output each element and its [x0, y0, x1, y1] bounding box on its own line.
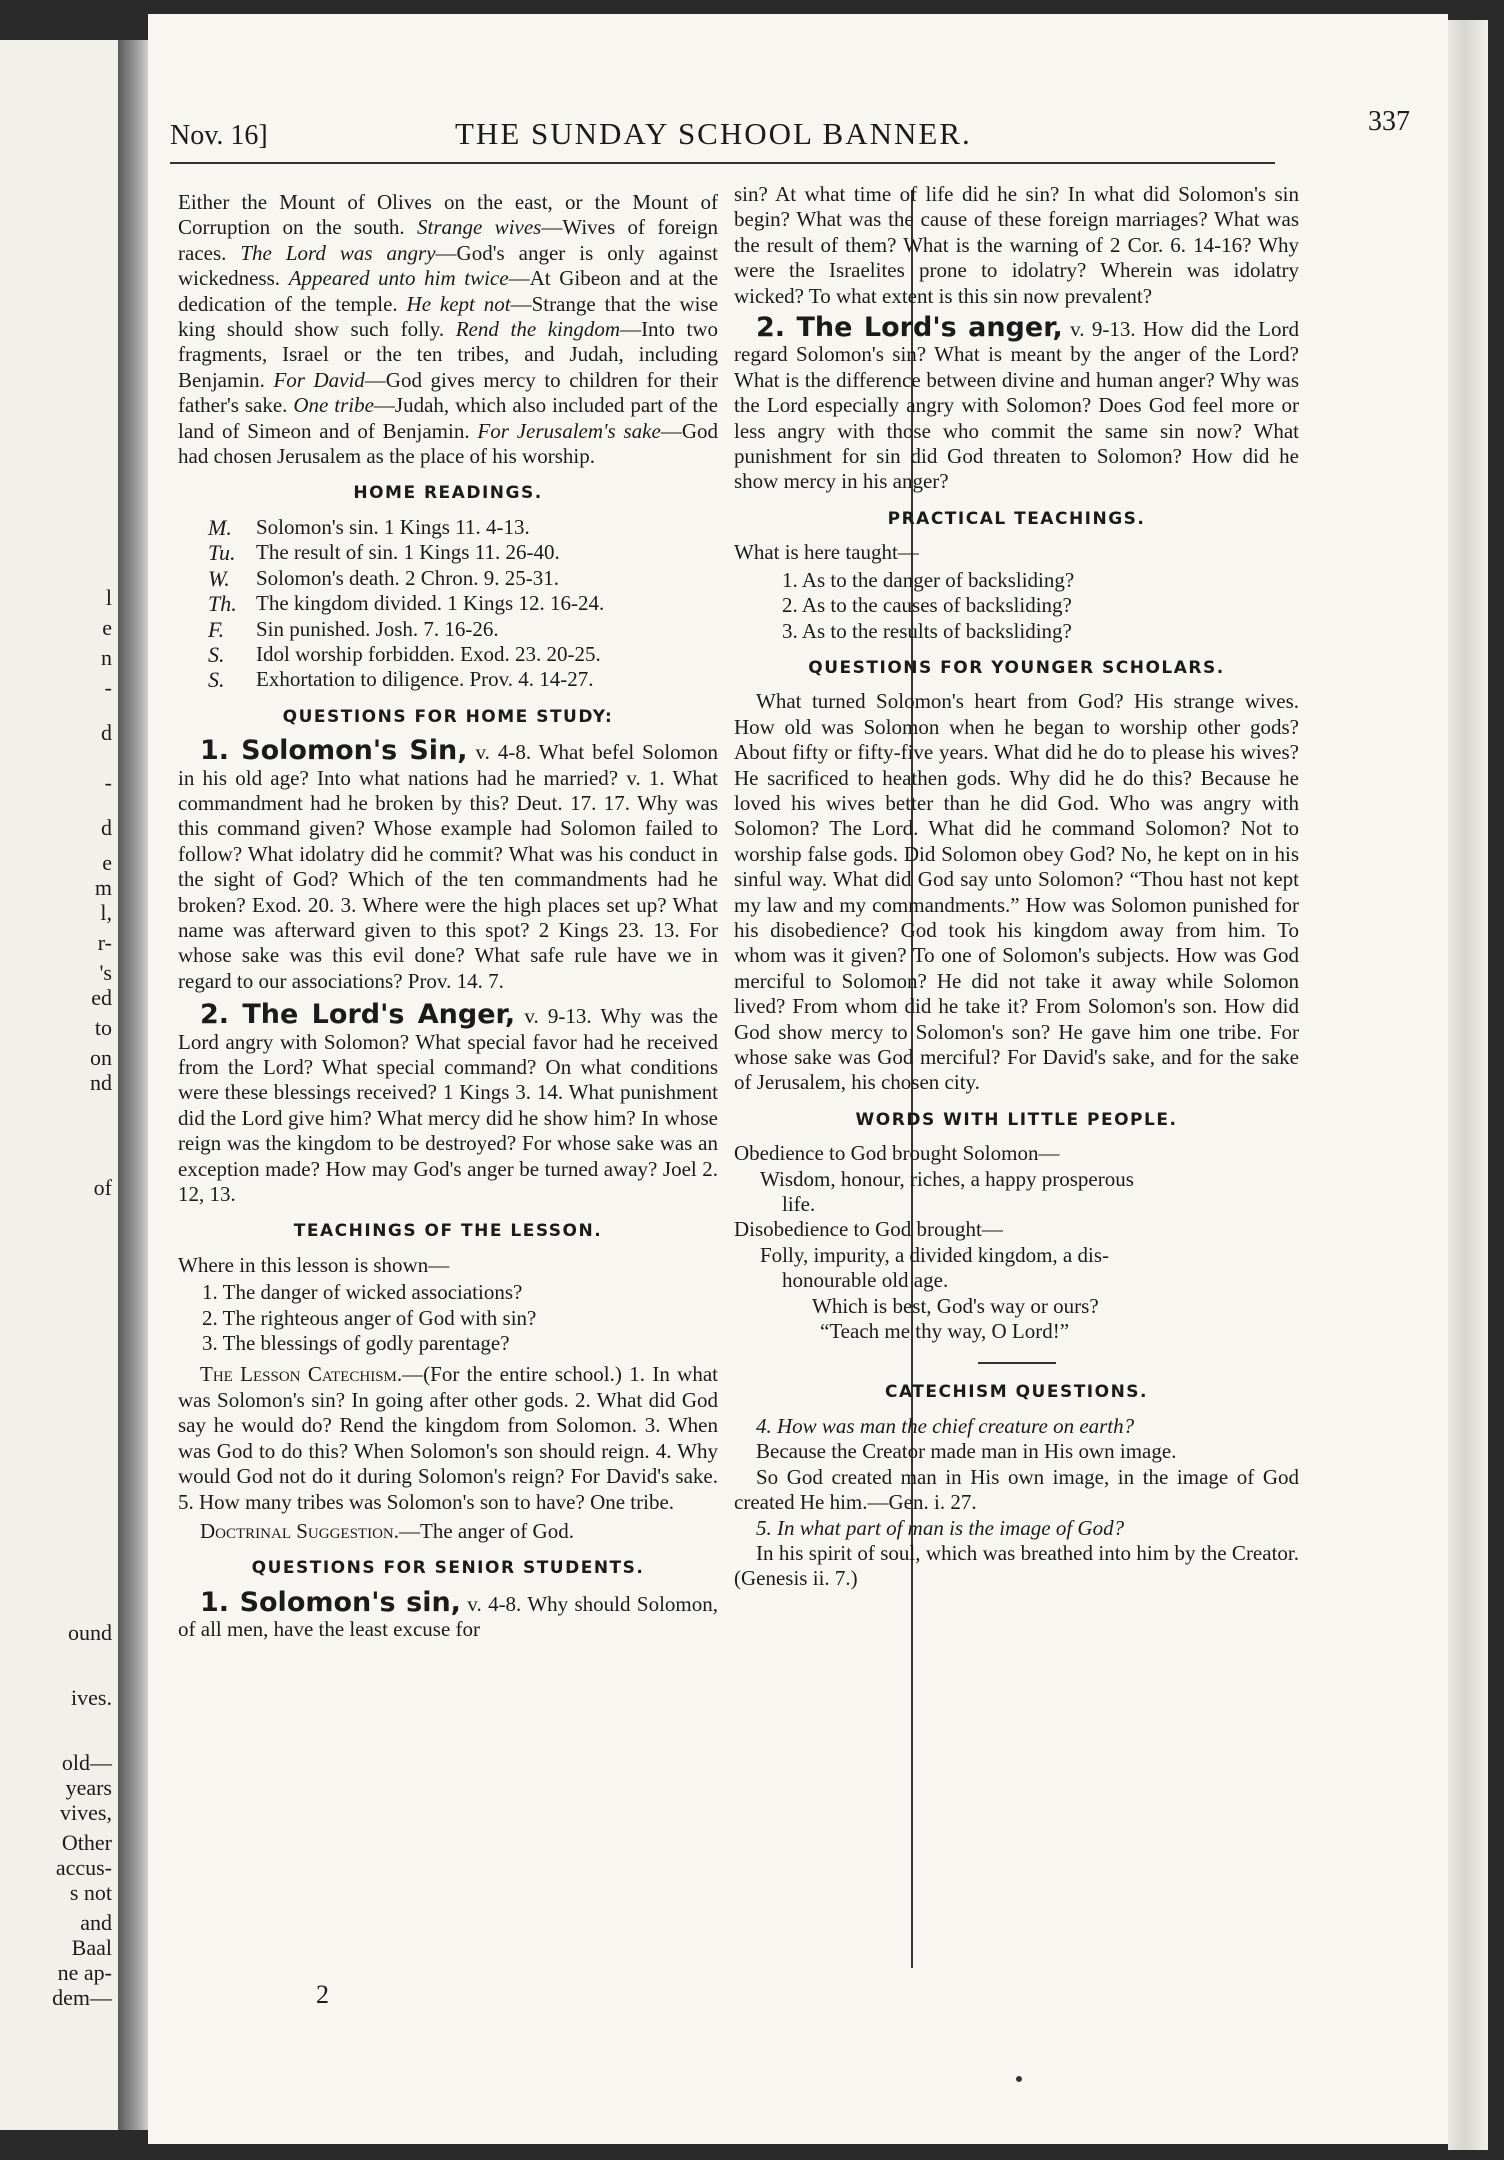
note-text: Either the Mount of Olives on the east, or the Mount of Corruption on the south. — [178, 190, 718, 240]
q2-text: Why was the Lord angry with Solomon? What special favor had he received from the Lord? What special command? On what conditions were these blessings received? 1 Kings 3. 14. What punishment did the Lord give him? What mercy did he show him? In whose reign was the kingdom to be destroyed? For whose sake was an exception made? How may God's anger be turned away? Joel 2. 12, 13. — [178, 1004, 718, 1207]
facing-page-edge — [0, 40, 121, 2130]
book-gutter — [118, 40, 148, 2130]
words-line: Wisdom, honour, riches, a happy prosperous — [760, 1166, 1134, 1191]
note-text: —God gives mercy to children for their father's sake. — [178, 367, 719, 418]
senior-q2 — [734, 312, 1299, 495]
reading-row — [208, 540, 718, 565]
facing-page-fragment: Baal — [71, 1935, 112, 1960]
teachings-intro: Where in this lesson is shown— — [178, 1252, 450, 1277]
facing-page-fragment: - — [104, 675, 112, 700]
doctrinal-label: Doctrinal Suggestion. — [200, 1518, 399, 1543]
reading-text: Sin punished. Josh. 7. 16-26. — [256, 616, 499, 641]
header-rule — [170, 162, 1275, 164]
reading-row — [208, 642, 718, 667]
right-column — [734, 182, 1299, 1592]
reading-text: The result of sin. 1 Kings 11. 26-40. — [256, 540, 560, 565]
reading-day: S. — [208, 667, 225, 693]
facing-page-fragment: on — [90, 1045, 112, 1070]
reading-row — [208, 591, 718, 616]
reading-text: Solomon's death. 2 Chron. 9. 25-31. — [256, 565, 560, 590]
catechism-a5: In his spirit of soul, which was breathed into him by the Creator. (Genesis ii. 7.) — [734, 1540, 1299, 1591]
practical-intro: What is here taught— — [734, 540, 919, 565]
note-term: Rend the kingdom — [455, 317, 621, 342]
ink-dot — [1016, 2076, 1022, 2082]
reading-day: M. — [208, 514, 232, 540]
facing-page-fragment: ound — [68, 1620, 112, 1645]
words-line: honourable old age. — [782, 1268, 949, 1293]
catechism-q4 — [734, 1414, 1299, 1439]
section-divider — [978, 1362, 1056, 1364]
left-column — [178, 190, 718, 1643]
facing-page-fragment: m — [94, 875, 112, 900]
facing-page-fragment: d — [101, 720, 112, 745]
facing-page-fragment: s not — [69, 1880, 112, 1905]
facing-page-fragment: r- — [97, 930, 112, 955]
facing-page-fragment: of — [93, 1175, 112, 1200]
notes-paragraph — [178, 190, 718, 469]
facing-page-fragment: accus- — [55, 1855, 112, 1880]
note-term: He kept not — [406, 291, 511, 316]
page-number: 337 — [1368, 106, 1410, 137]
catechism-label: The Lesson Catechism. — [200, 1362, 403, 1387]
words-line: Disobedience to God brought— — [734, 1217, 1003, 1242]
words-line: life. — [782, 1192, 816, 1217]
facing-page-fragment: and — [80, 1910, 112, 1935]
catechism-a4: Because the Creator made man in His own image. — [756, 1439, 1177, 1464]
ss1-title: 1. Solomon's sin, — [200, 1586, 461, 1618]
catechism-q5 — [734, 1516, 1299, 1541]
note-term: One tribe — [293, 393, 374, 418]
ss1-ref: v. 4-8. — [460, 1591, 528, 1616]
q1-title: 1. Solomon's Sin, — [200, 735, 468, 767]
note-text: —Strange that the wise king should show such folly. — [178, 291, 719, 342]
reading-row — [208, 566, 718, 591]
reading-day: Tu. — [208, 540, 236, 566]
note-text: —Wives of foreign races. — [178, 215, 718, 265]
reading-text: The kingdom divided. 1 Kings 12. 16-24. — [256, 591, 605, 616]
signature-mark: 2 — [316, 1980, 329, 2009]
facing-page-fragment: dem— — [52, 1985, 112, 2010]
facing-page-fragment: to — [94, 1015, 112, 1040]
facing-page-fragment: - — [104, 770, 112, 795]
facing-page-fragment: l, — [100, 900, 112, 925]
reading-text: Exhortation to diligence. Prov. 4. 14-27. — [256, 667, 594, 692]
facing-page-fragment: vives, — [60, 1800, 112, 1825]
list-item: 1. The danger of wicked associations? — [202, 1280, 523, 1305]
q1-ref: v. 4-8. — [467, 740, 539, 765]
cq4-text: 4. How was man the chief creature on earth? — [756, 1413, 1135, 1438]
list-item: 1. As to the danger of backsliding? — [782, 567, 1075, 592]
senior-heading: QUESTIONS FOR SENIOR STUDENTS. — [251, 1558, 645, 1579]
practical-heading: PRACTICAL TEACHINGS. — [887, 508, 1146, 529]
home-study-q2 — [178, 999, 718, 1207]
reading-row — [208, 667, 718, 692]
younger-heading: QUESTIONS FOR YOUNGER SCHOLARS. — [808, 657, 1225, 678]
practical-list — [782, 568, 1299, 644]
facing-page-fragment: l — [105, 585, 112, 610]
note-term: For David — [273, 367, 365, 392]
words-line: “Teach me thy way, O Lord!” — [820, 1319, 1070, 1344]
note-text: —Judah, which also included part of the land of Simeon and of Benjamin. — [178, 393, 718, 443]
home-study-q1 — [178, 735, 718, 994]
facing-page-fragment: ives. — [71, 1685, 112, 1710]
facing-page-fragment: ed — [91, 985, 112, 1010]
reading-day: F. — [208, 616, 225, 642]
facing-page-fragment: e — [102, 615, 112, 640]
home-study-heading: QUESTIONS FOR HOME STUDY: — [282, 706, 614, 727]
q1-text: What befel Solomon in his old age? Into what nations had he married? v. 1. What commandment had he broken by this? Deut. 17. 17. Why was this command given? Whose example had Solomon failed to follow? What idolatry did he commit? What was his conduct in the sight of God? Which of the ten commandments had he broken? Exod. 20. 3. Where were the high places set up? What name was afterward given to this spot? 2 Kings 23. 13. For whose sake was this evil done? What safe rule have we in regard to our associations? Prov. 14. 7. — [178, 740, 718, 993]
facing-page-fragment: Other — [61, 1830, 112, 1855]
ss2-ref: v. 9-13. — [1062, 317, 1143, 342]
facing-page-fragment: e — [102, 850, 112, 875]
senior-q1-continued: sin? At what time of life did he sin? In what did Solomon's sin begin? What was the cause of these foreign marriages? What was the result of them? What is the warning of 2 Cor. 6. 14-16? Why were the Israelites prone to idolatry? Wherein was idolatry wicked? To what extent is this sin now prevalent? — [734, 182, 1299, 308]
reading-row — [208, 617, 718, 642]
note-term: For Jerusalem's sake — [477, 418, 661, 443]
q2-title: 2. The Lord's Anger, — [200, 999, 516, 1031]
facing-page-fragment: old— — [61, 1750, 112, 1775]
words-line: Which is best, God's way or ours? — [812, 1293, 1099, 1318]
reading-day: S. — [208, 641, 225, 667]
header-title: THE SUNDAY SCHOOL BANNER. — [455, 116, 972, 151]
lesson-catechism — [178, 1362, 718, 1514]
list-item: 3. The blessings of godly parentage? — [202, 1331, 510, 1356]
facing-page-fragment: ne ap- — [57, 1960, 112, 1985]
list-item: 2. The righteous anger of God with sin? — [202, 1305, 537, 1330]
catechism-heading: CATECHISM QUESTIONS. — [884, 1382, 1149, 1403]
note-term: Strange wives — [417, 215, 542, 240]
reading-text: Solomon's sin. 1 Kings 11. 4-13. — [256, 514, 530, 539]
teachings-heading: TEACHINGS OF THE LESSON. — [293, 1221, 603, 1242]
running-header — [170, 106, 1410, 156]
note-text: —God's anger is only against wickedness. — [178, 240, 718, 291]
words-line: Obedience to God brought Solomon— — [734, 1141, 1060, 1166]
facing-page-fragment: d — [101, 815, 112, 840]
younger-text: What turned Solomon's heart from God? His strange wives. How old was Solomon when he began to worship other gods? About fifty or fifty-five years. What did he do to please his wives? He sacrificed to heathen gods. Why did he do this? Because he loved his wives better than he did God. Who was angry with Solomon? The Lord. What did he command Solomon? Not to worship false gods. Did Solomon obey God? No, he kept on in his sinful way. What did God say unto Solomon? “Thou hast not kept my law and my commandments.” How was Solomon punished for his disobedience? God took his kingdom away from him. To whom was it given? To one of Solomon's subjects. How was God merciful to Solomon? He did not take it away while Solomon lived? From whom did he take it? From Solomon's son. How did God show mercy to Solomon's son? He gave him one tribe. For whose sake was God merciful? For David's sake, and for the sake of Jerusalem, his chosen city. — [734, 689, 1299, 1095]
facing-page-fragment: nd — [90, 1070, 112, 1095]
home-readings-heading: HOME READINGS. — [353, 483, 543, 504]
list-item: 3. As to the results of backsliding? — [782, 618, 1072, 643]
reading-day: Th. — [208, 591, 237, 617]
home-readings-list — [208, 515, 718, 693]
list-item: 2. As to the causes of backsliding? — [782, 593, 1072, 618]
catechism-a4-verse: So God created man in His own image, in the image of God created He him.—Gen. i. 27. — [734, 1464, 1299, 1515]
header-date: Nov. 16] — [170, 120, 268, 151]
facing-page-fragment: 's — [99, 960, 112, 985]
note-term: The Lord was angry — [240, 240, 436, 265]
note-text: —Into two fragments, Israel or the ten tribes, and Judah, including Benjamin. — [178, 317, 718, 392]
page-edge — [1448, 20, 1488, 2150]
ss2-title: 2. The Lord's anger, — [756, 312, 1063, 344]
note-term: Appeared unto him twice — [288, 266, 509, 291]
facing-page-fragment: n — [101, 645, 112, 670]
words-block — [734, 1141, 1299, 1344]
reading-row — [208, 515, 718, 540]
note-text: —God had chosen Jerusalem as the place of his worship. — [178, 418, 718, 469]
ss2-text: How did the Lord regard Solomon's sin? What is meant by the anger of the Lord? What is the difference between divine and human anger? Why was the Lord especially angry with Solomon? Does God feel more or less angry with those who commit the same sin now? What punishment for sin did God threaten to Solomon? How did he show mercy in his anger? — [734, 317, 1299, 494]
reading-text: Idol worship forbidden. Exod. 23. 20-25. — [256, 641, 601, 666]
cq5-text: 5. In what part of man is the image of God? — [756, 1515, 1125, 1540]
ss1-text: Why should Solomon, of all men, have the least excuse for — [178, 1591, 718, 1642]
reading-day: W. — [208, 565, 230, 591]
senior-q1 — [178, 1586, 718, 1643]
catechism-text: —(For the entire school.) 1. In what was Solomon's sin? In going after other gods. 2. What did God say he would do? Rend the kingdom from Solomon. 3. When was God to do this? When Solomon's son should reign. 4. Why would God not do it during Solomon's reign? For David's sake. 5. How many tribes was Solomon's son to have? One tribe. — [178, 1362, 718, 1514]
page — [148, 14, 1448, 2144]
words-heading: WORDS WITH LITTLE PEOPLE. — [855, 1109, 1178, 1130]
q2-ref: v. 9-13. — [515, 1004, 601, 1029]
facing-page-fragment: years — [65, 1775, 112, 1800]
doctrinal-suggestion — [178, 1519, 718, 1544]
note-text: —At Gibeon and at the dedication of the temple. — [178, 266, 719, 316]
teachings-list — [202, 1280, 718, 1356]
words-line: Folly, impurity, a divided kingdom, a dis- — [760, 1242, 1110, 1267]
doctrinal-text: —The anger of God. — [399, 1518, 574, 1543]
